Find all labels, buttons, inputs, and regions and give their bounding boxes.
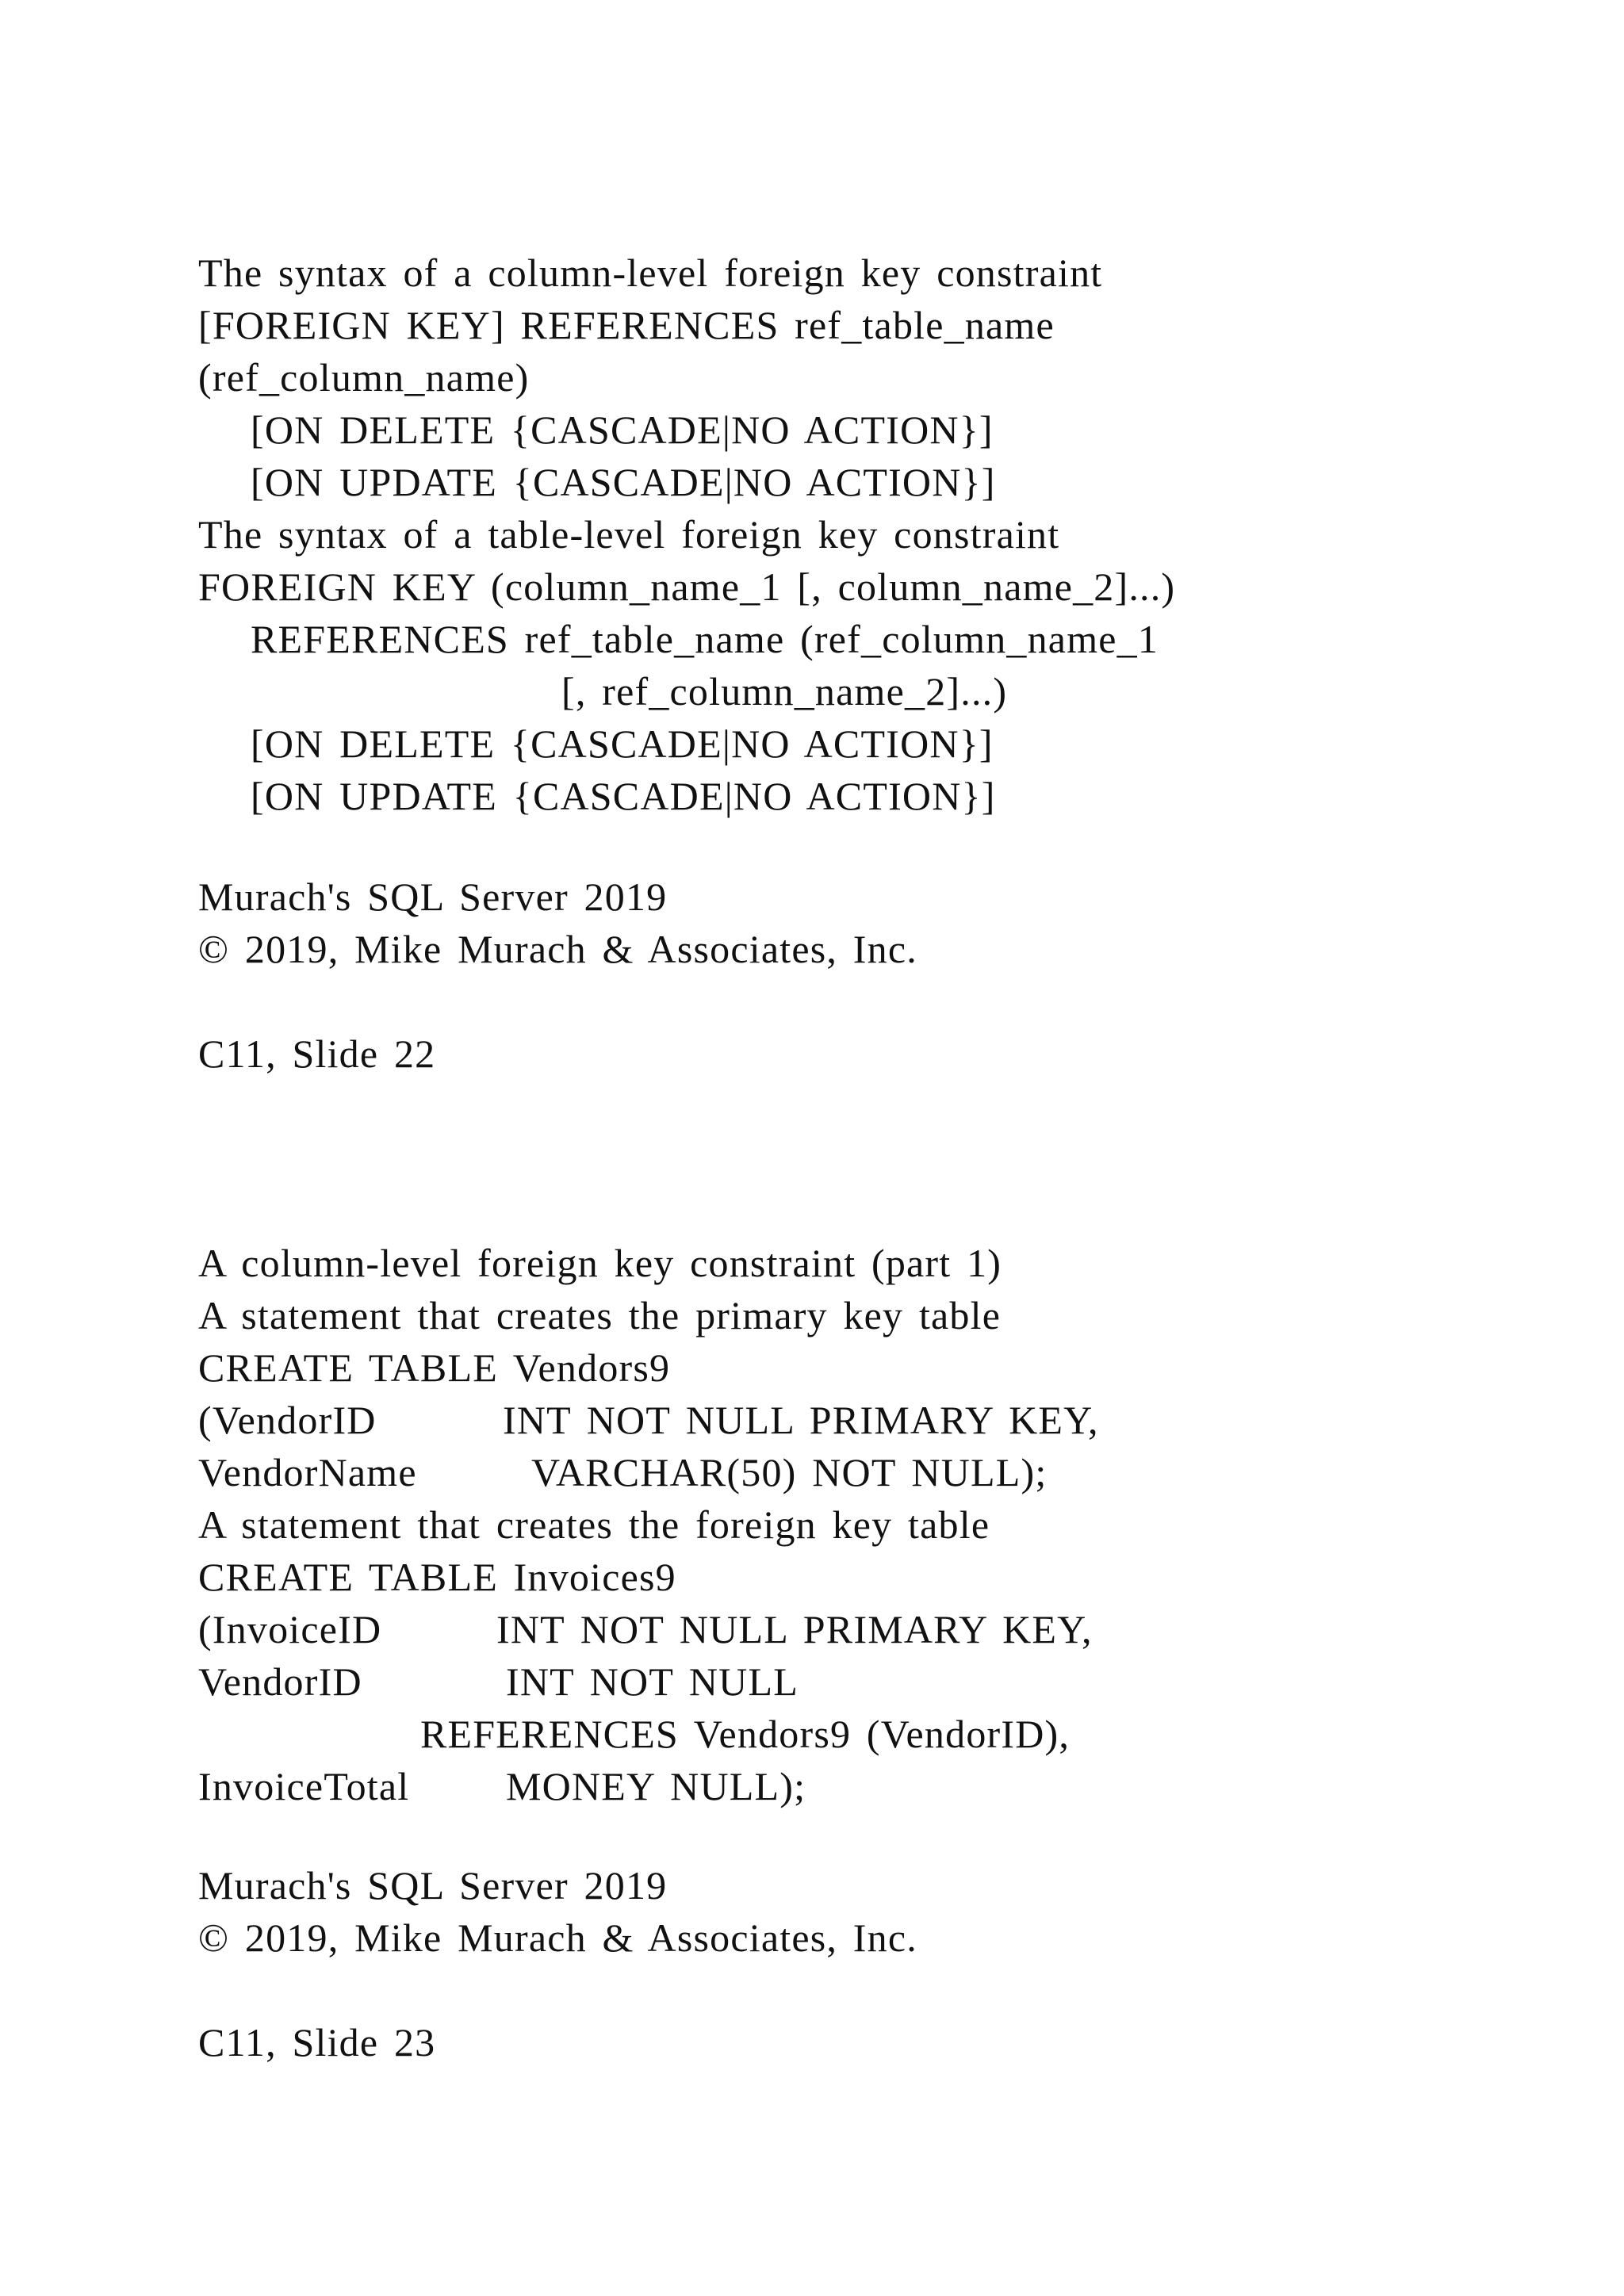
slide-23-heading-1: A statement that creates the primary key table [198, 1293, 1002, 1337]
code-line: CREATE TABLE Vendors9 [198, 1345, 671, 1390]
code-line: [FOREIGN KEY] REFERENCES ref_table_name [198, 303, 1055, 347]
column-definition: INT NOT NULL PRIMARY KEY, [496, 1607, 1093, 1651]
footer-copyright: © 2019, Mike Murach & Associates, Inc. [198, 927, 917, 971]
code-line: [ON DELETE {CASCADE|NO ACTION}] [251, 408, 994, 452]
slide-number: C11, Slide 23 [198, 2020, 436, 2064]
code-line [198, 1655, 1099, 1708]
slide-23-section [198, 1237, 1099, 1812]
slide-22-heading-2: The syntax of a table-level foreign key constraint [198, 512, 1060, 557]
slide-22-number-block [198, 1027, 435, 1080]
column-name: VendorName [198, 1450, 417, 1494]
column-definition: MONEY NULL); [506, 1764, 806, 1808]
slide-23-number-block [198, 2016, 435, 2068]
footer-book-title: Murach's SQL Server 2019 [198, 1863, 668, 1908]
slide-number: C11, Slide 22 [198, 1031, 436, 1076]
slide-23-heading-2: A statement that creates the foreign key table [198, 1502, 990, 1547]
column-definition: INT NOT NULL [506, 1659, 799, 1704]
column-definition: VARCHAR(50) NOT NULL); [531, 1450, 1048, 1494]
code-line [198, 1760, 1099, 1812]
code-line: REFERENCES Vendors9 (VendorID), [420, 1712, 1071, 1756]
code-line: [ON UPDATE {CASCADE|NO ACTION}] [251, 774, 996, 818]
column-name: (InvoiceID [198, 1607, 382, 1651]
code-line: REFERENCES ref_table_name (ref_column_name_1 [251, 617, 1159, 661]
column-name: VendorID [198, 1659, 362, 1704]
code-line [198, 1394, 1099, 1446]
code-line [198, 1446, 1099, 1498]
slide-22-section [198, 247, 1175, 822]
slide-22-footer [198, 871, 917, 975]
code-line: [, ref_column_name_2]...) [561, 669, 1008, 714]
code-line [198, 1603, 1099, 1655]
code-line: [ON DELETE {CASCADE|NO ACTION}] [251, 721, 994, 766]
slide-23-title: A column-level foreign key constraint (part 1) [198, 1241, 1002, 1285]
slide-23-footer [198, 1859, 917, 1964]
column-name: InvoiceTotal [198, 1764, 410, 1808]
code-line: CREATE TABLE Invoices9 [198, 1555, 676, 1599]
column-name: (VendorID [198, 1398, 377, 1442]
column-definition: INT NOT NULL PRIMARY KEY, [503, 1398, 1099, 1442]
code-line: [ON UPDATE {CASCADE|NO ACTION}] [251, 460, 996, 504]
slide-22-heading-1: The syntax of a column-level foreign key constraint [198, 251, 1103, 295]
footer-book-title: Murach's SQL Server 2019 [198, 874, 668, 919]
code-line: (ref_column_name) [198, 355, 530, 400]
footer-copyright: © 2019, Mike Murach & Associates, Inc. [198, 1915, 917, 1960]
code-line: FOREIGN KEY (column_name_1 [, column_name_2]...) [198, 564, 1176, 609]
